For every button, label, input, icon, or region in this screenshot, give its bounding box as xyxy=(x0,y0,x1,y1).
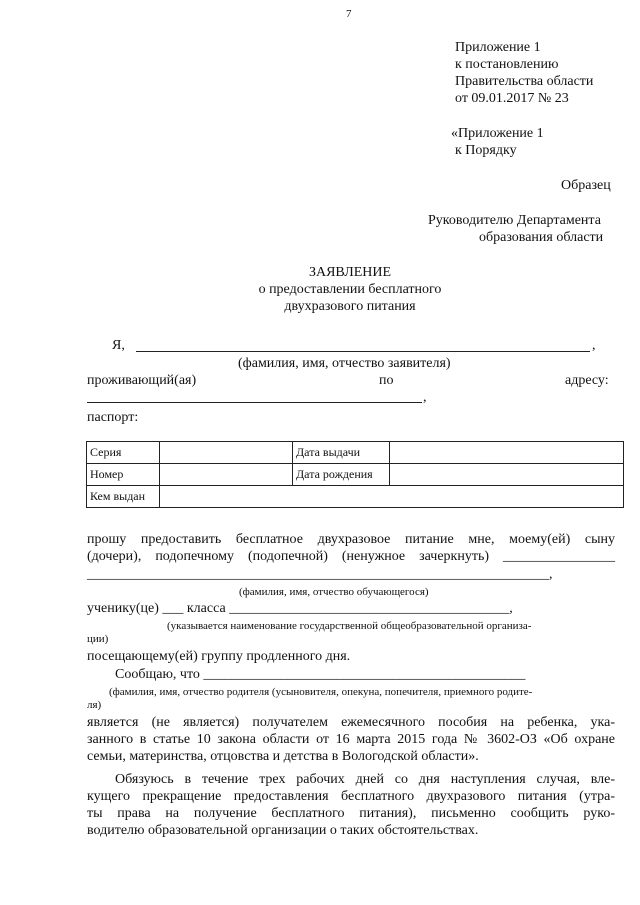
birth-date-field[interactable] xyxy=(390,464,624,486)
comma: , xyxy=(592,338,596,353)
obligation-line: кущего прекращение предоставления бесплатного двухразового питания (утра- xyxy=(87,789,615,804)
document-title: ЗАЯВЛЕНИЕ xyxy=(308,265,392,280)
request-line: (дочери), подопечному (подопечной) (ненужное зачеркнуть) ________________ xyxy=(87,549,615,564)
request-line: прошу предоставить бесплатное двухразовое питание мне, моему(ей) сыну xyxy=(87,532,615,547)
org-hint: ции) xyxy=(87,633,109,645)
passport-label: паспорт: xyxy=(87,410,139,425)
student-class-line[interactable]: ученику(це) ___ класса ________________________________________, xyxy=(87,601,513,616)
comma: , xyxy=(423,390,427,405)
series-label: Серия xyxy=(87,442,160,464)
header-line: от 09.01.2017 № 23 xyxy=(455,91,569,106)
parent-hint: ля) xyxy=(87,699,102,711)
issue-date-field[interactable] xyxy=(390,442,624,464)
applicant-name-hint: (фамилия, имя, отчество заявителя) xyxy=(238,356,451,371)
obligation-line: ты права на получение бесплатного питания), письменно сообщить руко- xyxy=(87,806,615,821)
issued-by-field[interactable] xyxy=(160,486,624,508)
applicant-prefix: Я, xyxy=(112,338,125,353)
address-field[interactable] xyxy=(87,402,422,403)
benefit-line: является (не является) получателем ежемесячного пособия на ребенка, ука- xyxy=(87,715,615,730)
document-subtitle: о предоставлении бесплатного xyxy=(258,282,442,297)
page-number: 7 xyxy=(346,8,352,20)
passport-table xyxy=(86,441,624,508)
addressee-line: Руководителю Департамента xyxy=(428,213,601,228)
obligation-line: водителю образовательной организации о таких обстоятельствах. xyxy=(87,823,479,838)
header-line: к постановлению xyxy=(455,57,559,72)
org-hint: (указывается наименование государственной общеобразовательной организа- xyxy=(167,620,532,632)
extended-day-line: посещающему(ей) группу продленного дня. xyxy=(87,649,351,664)
living-label: адресу: xyxy=(565,373,609,388)
header-line: «Приложение 1 xyxy=(451,126,544,141)
sample-label: Образец xyxy=(561,178,611,193)
benefit-line: семьи, материнства, отцовства и детства в Вологодской области». xyxy=(87,749,479,764)
parent-name-line[interactable]: Сообщаю, что ______________________________________________ xyxy=(115,667,526,682)
student-name-hint: (фамилия, имя, отчество обучающегося) xyxy=(239,586,429,598)
header-line: к Порядку xyxy=(455,143,517,158)
student-name-field[interactable]: __________________________________________________________________, xyxy=(87,567,553,582)
parent-hint: (фамилия, имя, отчество родителя (усыновителя, опекуна, попечителя, приемного родите- xyxy=(109,686,533,698)
number-field[interactable] xyxy=(160,464,293,486)
living-label: по xyxy=(379,373,394,388)
series-field[interactable] xyxy=(160,442,293,464)
birth-date-label: Дата рождения xyxy=(293,464,390,486)
number-label: Номер xyxy=(87,464,160,486)
header-line: Приложение 1 xyxy=(455,40,541,55)
living-label: проживающий(ая) xyxy=(87,373,197,388)
issued-by-label: Кем выдан xyxy=(87,486,160,508)
issue-date-label: Дата выдачи xyxy=(293,442,390,464)
benefit-line: занного в статье 10 закона области от 16 марта 2015 года № 3602-ОЗ «Об охране xyxy=(87,732,615,747)
document-subtitle: двухразового питания xyxy=(284,299,416,314)
applicant-name-field[interactable] xyxy=(136,351,590,352)
obligation-line: Обязуюсь в течение трех рабочих дней со дня наступления случая, вле- xyxy=(115,772,615,787)
header-line: Правительства области xyxy=(455,74,594,89)
addressee-line: образования области xyxy=(479,230,604,245)
